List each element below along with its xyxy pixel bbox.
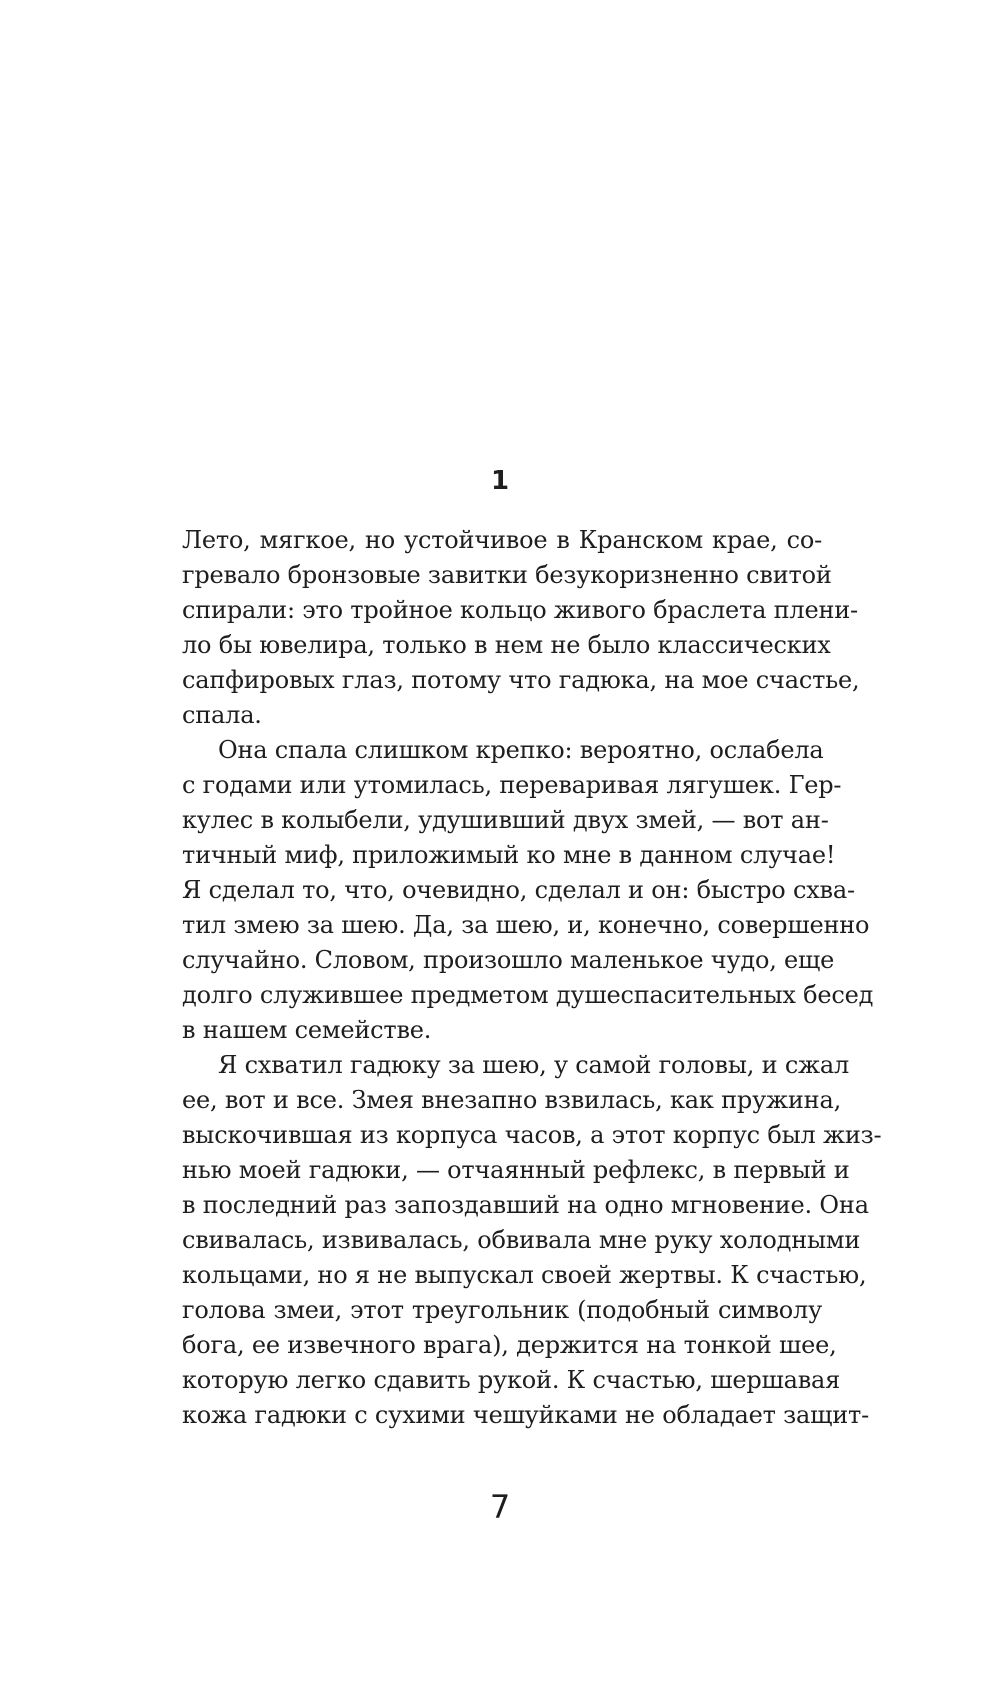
body-text [182,523,882,1433]
text-line: кулес в колыбели, удушивший двух змей, — вот ан- [182,806,829,834]
text-line: тил змею за шею. Да, за шею, и, конечно, совершенно [182,911,870,939]
text-line: выскочившая из корпуса часов, а этот корпус был жиз- [182,1121,882,1149]
text-line: в последний раз запоздавший на одно мгновение. Она [182,1191,869,1219]
text-line: ло бы ювелира, только в нем не было классических [182,631,831,659]
text-line: в нашем семействе. [182,1016,432,1044]
text-line: которую легко сдавить рукой. К счастью, шершавая [182,1366,841,1394]
text-line: Я схватил гадюку за шею, у самой головы, и сжал [218,1051,850,1079]
text-line: случайно. Словом, произошло маленькое чудо, еще [182,946,835,974]
text-line: гревало бронзовые завитки безукоризненно свитой [182,561,832,589]
text-line: ее, вот и все. Змея внезапно взвилась, как пружина, [182,1086,841,1114]
chapter-number: 1 [490,466,510,496]
text-line: свивалась, извивалась, обвивала мне руку холодными [182,1226,861,1254]
text-line: долго служившее предметом душеспасительных бесед [182,981,874,1009]
text-line: сапфировых глаз, потому что гадюка, на мое счастье, [182,666,860,694]
text-line: тичный миф, приложимый ко мне в данном случае! [182,841,836,869]
text-line: кожа гадюки с сухими чешуйками не обладает защит- [182,1401,869,1429]
text-line: спирали: это тройное кольцо живого браслета плени- [182,596,858,624]
text-line: Она спала слишком крепко: вероятно, ослабела [218,736,824,764]
page-number: 7 [489,1488,511,1526]
text-line: Я сделал то, что, очевидно, сделал и он: быстро схва- [182,876,855,904]
text-line: бога, ее извечного врага), держится на тонкой шее, [182,1331,837,1359]
text-line: кольцами, но я не выпускал своей жертвы. К счастью, [182,1261,867,1289]
text-line: Лето, мягкое, но устойчивое в Кранском крае, со- [182,526,822,554]
text-line: голова змеи, этот треугольник (подобный символу [182,1296,822,1324]
text-line: с годами или утомилась, переваривая лягушек. Гер- [182,771,842,799]
text-line: спала. [182,701,262,729]
text-line: нью моей гадюки, — отчаянный рефлекс, в первый и [182,1156,850,1184]
